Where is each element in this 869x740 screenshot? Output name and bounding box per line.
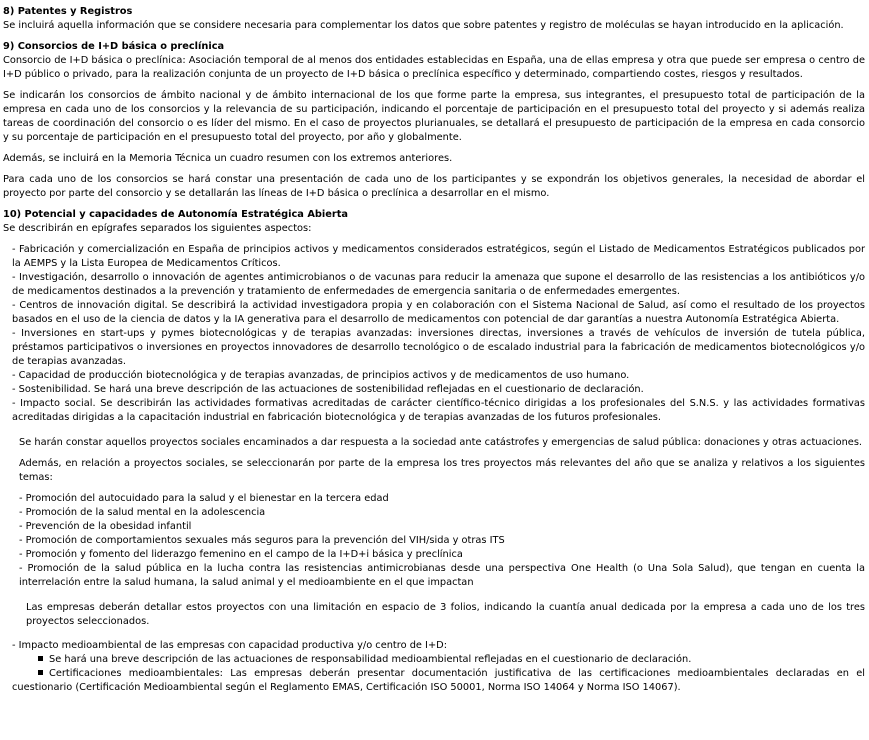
aspect-item: - Investigación, desarrollo o innovación de agentes antimicrobianos o de vacunas para reducir la amenaza que supone el desarrollo de las resistencias a los antibióticos y/o de medicamentos destinados a la prevención y tratamiento de enfermedades de emergencia sanitaria o de enfermedades emergentes. [12,272,865,297]
aspect-item: - Inversiones en start-ups y pymes biotecnológicas y de terapias avanzadas: inversiones directas, inversiones a través de vehículos de inversión de tutela pública, préstamos participativos o inversiones en proyectos innovadores de desarrollo tecnológico o de escalado industrial para la fabricación de medicamentos biotecnológicos y/o de terapias avanzadas. [12,328,865,367]
section-9-paragraph-1: Consorcio de I+D básica o preclínica: Asociación temporal de al menos dos entidades establecidas en España, una de ellas empresa y otra que puede ser empresa o centro de I+D público o privado, para la realización conjunta de un proyecto de I+D básica o preclínica específico y determinado, compartiendo costes, riesgos y resultados. [3,55,865,80]
social-block [3,436,865,590]
social-paragraph-1: Se harán constar aquellos proyectos sociales encaminados a dar respuesta a la sociedad ante catástrofes y emergencias de salud pública: donaciones y otras actuaciones. [19,437,863,448]
aspect-item: - Centros de innovación digital. Se describirá la actividad investigadora propia y en colaboración con el Sistema Nacional de Salud, así como el resultado de los proyectos basados en el uso de la ciencia de datos y la IA generativa para el desarrollo de medicamentos con potencial de dar garantías a nuestra Autonomía Estratégica Abierta. [12,300,865,325]
topic-list [19,492,865,590]
topic-item: - Promoción del autocuidado para la salud y el bienestar en la tercera edad [19,493,389,504]
topic-item: - Promoción de la salud mental en la adolescencia [19,507,266,518]
document-body [3,5,865,695]
environment-title: - Impacto medioambiental de las empresas con capacidad productiva y/o centro de I+D: [12,640,447,651]
square-bullet-icon [38,670,43,675]
aspect-item: - Fabricación y comercialización en España de principios activos y medicamentos considerados estratégicos, según el Listado de Medicamentos Estratégicos publicados por la AEMPS y la Lista Europea de Medicamentos Críticos. [12,244,865,269]
aspect-item: - Sostenibilidad. Se hará una breve descripción de las actuaciones de sostenibilidad reflejadas en el cuestionario de declaración. [12,384,644,395]
section-10-intro: Se describirán en epígrafes separados los siguientes aspectos: [3,223,312,234]
topic-item: - Prevención de la obesidad infantil [19,521,192,532]
aspect-item: - Impacto social. Se describirán las actividades formativas acreditadas de carácter científico-técnico dirigidas a los profesionales del S.N.S. y las actividades formativas acreditadas dirigidas a la capacitación industrial en fabricación biotecnológica y de terapias avanzadas de los futuros profesionales. [12,398,865,423]
social-paragraph-2: Además, en relación a proyectos sociales, se seleccionarán por parte de la empresa los tres proyectos más relevantes del año que se analiza y relativos a los siguientes temas: [19,458,865,483]
section-10-title: 10) Potencial y capacidades de Autonomía Estratégica Abierta [3,209,349,220]
section-9-paragraph-3: Además, se incluirá en la Memoria Técnica un cuadro resumen con los extremos anteriores. [3,153,453,164]
aspect-item: - Capacidad de producción biotecnológica y de terapias avanzadas, de principios activos y de medicamentos de uso humano. [12,370,630,381]
section-8-title: 8) Patentes y Registros [3,6,133,17]
topic-item: - Promoción de la salud pública en la lucha contra las resistencias antimicrobianas desde una perspectiva One Health (o Una Sola Salud), que tengan en cuenta la interrelación entre la salud humana, la salud animal y el medioambiente en el que impactan [19,563,865,588]
aspect-list [3,243,865,425]
environment-item [12,653,865,667]
environment-block [3,639,865,695]
environment-item-text: Se hará una breve descripción de las actuaciones de responsabilidad medioambiental reflejadas en el cuestionario de declaración. [49,654,692,665]
environment-item [12,667,865,695]
topic-item: - Promoción y fomento del liderazgo femenino en el campo de la I+D+i básica y preclínica [19,549,463,560]
social-paragraph-3: Las empresas deberán detallar estos proyectos con una limitación en espacio de 3 folios, indicando la cuantía anual dedicada por la empresa a cada uno de los tres proyectos seleccionados. [26,602,865,627]
section-8-text: Se incluirá aquella información que se considere necesaria para complementar los datos que sobre patentes y registro de moléculas se hayan introducido en la aplicación. [3,20,844,31]
environment-item-text: Certificaciones medioambientales: Las empresas deberán presentar documentación justificativa de las certificaciones medioambientales declaradas en el cuestionario (Certificación Medioambiental según el Reglamento EMAS, Certificación ISO 50001, Norma ISO 14064 y Norma ISO 14067). [12,668,865,693]
section-9-paragraph-2: Se indicarán los consorcios de ámbito nacional y de ámbito internacional de los que forme parte la empresa, sus integrantes, el presupuesto total de participación de la empresa en cada uno de los consorcios y la relevancia de su participación, indicando el porcentaje de participación en el presupuesto total del proyecto y si además realiza tareas de coordinación del consorcio o es líder del mismo. En el caso de proyectos plurianuales, se detallará el presupuesto de participación de la empresa en cada consorcio y su porcentaje de participación en el presupuesto total del proyecto, por año y globalmente. [3,90,865,143]
section-9-paragraph-4: Para cada uno de los consorcios se hará constar una presentación de cada uno de los participantes y se expondrán los objetivos generales, la necesidad de abordar el proyecto por parte del consorcio y se detallarán las líneas de I+D básica o preclínica a desarrollar en el mismo. [3,174,865,199]
topic-item: - Promoción de comportamientos sexuales más seguros para la prevención del VIH/sida y otras ITS [19,535,505,546]
square-bullet-icon [38,656,43,661]
section-9-title: 9) Consorcios de I+D básica o preclínica [3,41,225,52]
